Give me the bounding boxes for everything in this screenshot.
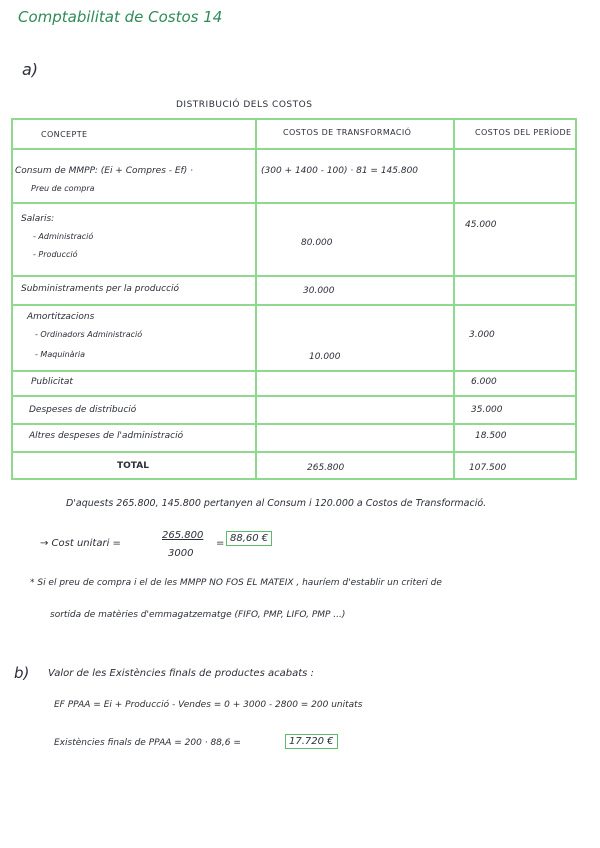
row-label: Amortitzacions (27, 312, 95, 322)
row-sub: - Maquinària (35, 350, 85, 359)
section-a-label: a) (22, 60, 39, 79)
row-label: Publicitat (31, 377, 73, 387)
row-transf: 30.000 (303, 286, 335, 296)
row-sub: - Ordinadors Administració (35, 330, 143, 339)
row-label: Subministraments per la producció (21, 284, 180, 294)
unit-cost-result: 88,60 € (226, 531, 272, 546)
row-label: Despeses de distribució (29, 405, 137, 415)
final-stock-value-result: 17.720 € (285, 734, 338, 749)
row-transf: (300 + 1400 - 100) · 81 = 145.800 (261, 166, 419, 176)
equals-sign: = (216, 538, 225, 549)
row-divider (13, 275, 575, 277)
row-transf: 80.000 (301, 238, 333, 248)
row-period: 3.000 (469, 330, 495, 340)
row-divider (13, 202, 575, 204)
page-title: Comptabilitat de Costos 14 (18, 8, 223, 26)
unit-cost-denominator: 3000 (168, 548, 194, 559)
row-period: 45.000 (465, 220, 497, 230)
total-transf: 265.800 (307, 463, 345, 473)
cost-distribution-table (11, 118, 577, 480)
row-label-2: Preu de compra (31, 184, 95, 193)
row-divider (13, 395, 575, 397)
section-b-title: Valor de les Existències finals de productes acabats : (48, 668, 314, 679)
row-divider (13, 370, 575, 372)
note-consumption: D'aquests 265.800, 145.800 pertanyen al Consum i 120.000 a Costos de Transformació. (66, 498, 487, 509)
final-stock-value-label: Existències finals de PPAA = 200 · 88,6 = (54, 738, 241, 748)
note-inventory-criteria: sortida de matèries d'emmagatzematge (FIFO, PMP, LIFO, PMP ...) (50, 610, 346, 620)
ef-ppaa-equation: EF PPAA = Ei + Producció - Vendes = 0 + 3000 - 2800 = 200 unitats (54, 700, 363, 710)
table-title: DISTRIBUCIÓ DELS COSTOS (176, 100, 313, 110)
row-divider (13, 148, 575, 150)
total-period: 107.500 (469, 463, 507, 473)
row-period: 35.000 (471, 405, 503, 415)
row-divider (13, 423, 575, 425)
row-transf: 10.000 (309, 352, 341, 362)
row-period: 6.000 (471, 377, 497, 387)
header-period: COSTOS DEL PERÍODE (475, 128, 572, 137)
row-label: Consum de MMPP: (Ei + Compres - Ef) · (15, 166, 193, 176)
row-label: Salaris: (21, 214, 55, 224)
row-divider (13, 451, 575, 453)
unit-cost-numerator: 265.800 (162, 530, 204, 541)
total-label: TOTAL (117, 461, 149, 471)
section-b-label: b) (14, 664, 30, 682)
row-divider (13, 304, 575, 306)
row-sub: - Producció (33, 250, 78, 259)
note-purchase-price: * Si el preu de compra i el de les MMPP NO FOS EL MATEIX , hauríem d'establir un criteri de (30, 578, 442, 588)
row-period: 18.500 (475, 431, 507, 441)
header-concept: CONCEPTE (41, 130, 88, 139)
row-sub: - Administració (33, 232, 94, 241)
header-transformation: COSTOS DE TRANSFORMACIÓ (283, 128, 412, 137)
row-label: Altres despeses de l'administració (29, 431, 184, 441)
unit-cost-label: → Cost unitari = (40, 538, 121, 549)
